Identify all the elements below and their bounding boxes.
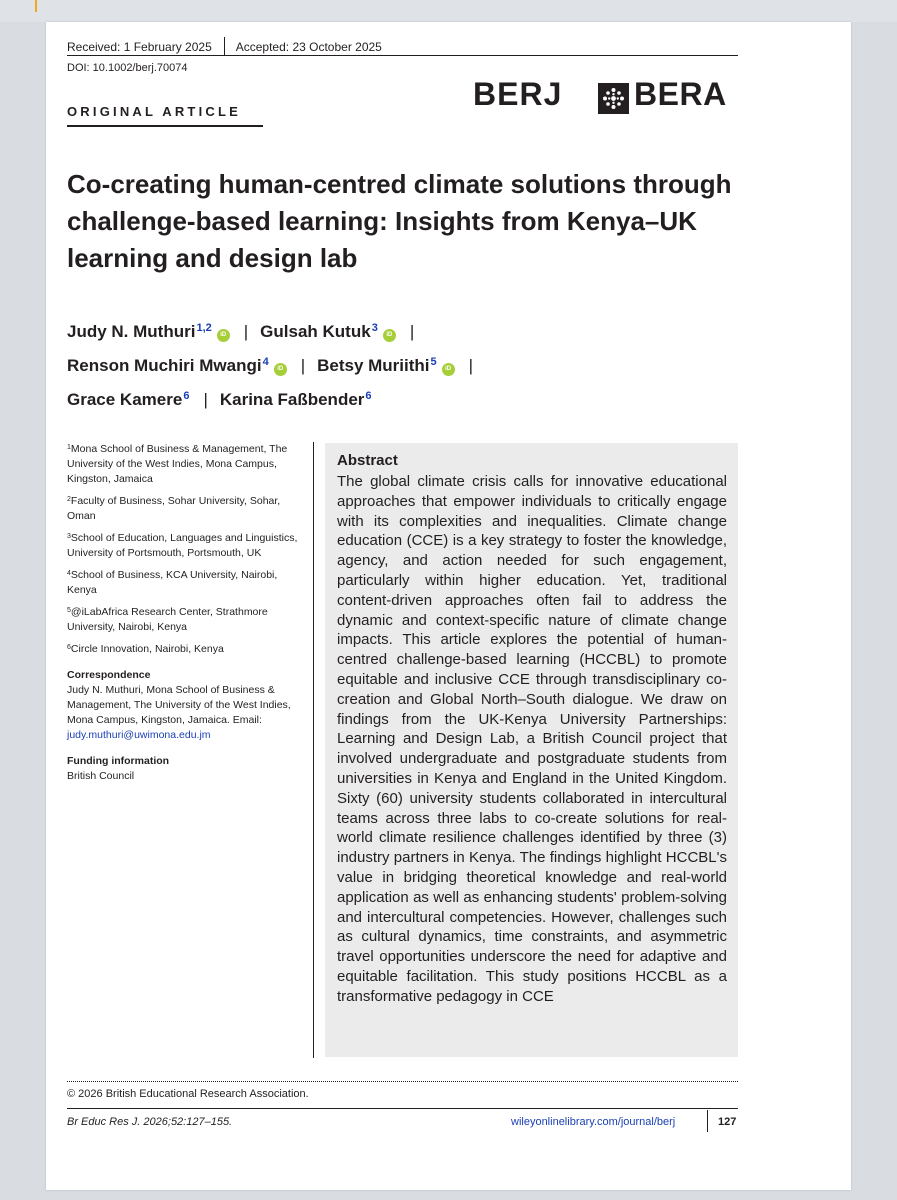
orcid-icon[interactable]: iD: [383, 329, 396, 342]
footer-rule: [67, 1108, 738, 1109]
orcid-icon[interactable]: iD: [274, 363, 287, 376]
author-name[interactable]: Grace Kamere: [67, 390, 183, 409]
affiliation-text: School of Business, KCA University, Nairobi, Kenya: [67, 569, 278, 596]
affiliation: [67, 603, 303, 635]
affiliation-number: 3: [67, 533, 71, 540]
affiliation: [67, 529, 303, 561]
affiliation-text: @iLabAfrica Research Center, Strathmore University, Nairobi, Kenya: [67, 606, 268, 633]
article-type: ORIGINAL ARTICLE: [67, 104, 241, 119]
journal-logo: BERJ: [473, 76, 563, 112]
author-separator: |: [409, 322, 415, 341]
dates-separator: [224, 37, 225, 55]
email-label: Email:: [232, 714, 262, 726]
affiliation-number: 1: [67, 444, 71, 451]
affiliation-text: Mona School of Business & Management, The University of the West Indies, Mona Campus, Kingston, Jamaica: [67, 443, 288, 485]
author-line: [67, 313, 757, 347]
orcid-icon[interactable]: iD: [217, 329, 230, 342]
affiliation-ref[interactable]: 6: [365, 390, 372, 402]
viewer-top-bar: [0, 0, 897, 22]
orcid-icon[interactable]: iD: [442, 363, 455, 376]
doi: DOI: 10.1002/berj.70074: [67, 62, 188, 74]
author-name[interactable]: Gulsah Kutuk: [260, 322, 371, 341]
affiliation: [67, 440, 303, 487]
affiliation: [67, 640, 303, 657]
author-separator: |: [243, 322, 249, 341]
email-link[interactable]: judy.muthuri@uwimona.edu.jm: [67, 729, 211, 741]
affiliation-text: School of Education, Languages and Linguistics, University of Portsmouth, Portsmouth, UK: [67, 532, 298, 559]
accepted-date: Accepted: 23 October 2025: [235, 40, 382, 54]
header-rule: [67, 55, 738, 56]
affiliation-ref[interactable]: 6: [183, 390, 190, 402]
affiliation: [67, 492, 303, 524]
affiliation-number: 5: [67, 607, 71, 614]
footer-dotted-rule: [67, 1081, 738, 1082]
affiliation-text: Circle Innovation, Nairobi, Kenya: [70, 643, 224, 655]
author-separator: |: [300, 356, 306, 375]
article-dates: [67, 37, 382, 55]
funding-text: British Council: [67, 770, 135, 782]
viewer-marker: [35, 0, 37, 12]
affiliation-text: Faculty of Business, Sohar University, Sohar, Oman: [67, 495, 281, 522]
article-title: Co-creating human-centred climate solutions through challenge-based learning: Insights from Kenya–UK learning and design lab: [67, 169, 732, 273]
affiliation-number: 6: [67, 644, 71, 651]
author-separator: |: [468, 356, 474, 375]
affiliation-ref[interactable]: 4: [262, 356, 269, 368]
correspondence-heading: Correspondence: [67, 669, 151, 681]
affiliation-ref[interactable]: 3: [371, 322, 378, 334]
author-name[interactable]: Renson Muchiri Mwangi: [67, 356, 262, 375]
received-date: Received: 1 February 2025: [67, 40, 212, 54]
funding-heading: Funding information: [67, 755, 170, 767]
correspondence-block: [67, 683, 303, 743]
affiliation-number: 2: [67, 496, 71, 503]
abstract-text: The global climate crisis calls for innovative educational approaches that empower individuals to critically engage with its complexities and inequalities. Climate change education (CCE) is a key strategy to foster the knowledge, agency, and action needed for such engagement, particularly within higher education. Yet, traditional content-driven approaches often fail to address the dynamic and context-specific nature of climate change impacts. This article explores the potential of human-centred challenge-based learning (HCCBL) to promote equitable and inclusive CCE through transdisciplinary co-creation and Global North–South dialogue. We draw on findings from the UK-Kenya University Partnerships: Learning and Design Lab, a British Council project that involved undergraduate and postgraduate students from universities in Kenya and England in the United Kingdom. Sixty (60) university students collaborated in intercultural teams across three labs to co-create solutions for real-world climate resilience challenges identified by three (3) industry partners in Kenya. The findings highlight HCCBL's value in bridging theoretical knowledge and real-world application as well as enhancing students' problem-solving and intercultural competencies. However, challenges such as cultural dynamics, time constraints, and asymmetric travel opportunities underscore the need for adaptive and equitable facilitation. This study positions HCCBL as a transformative pedagogy in CCE: [337, 473, 727, 1005]
page-number-separator: [707, 1110, 708, 1132]
affiliation-ref[interactable]: 5: [430, 356, 437, 368]
article-type-underline: [67, 125, 263, 127]
bera-emblem-icon: [598, 83, 629, 114]
copyright: © 2026 British Educational Research Association.: [67, 1088, 309, 1100]
affiliation-ref[interactable]: 1,2: [196, 322, 212, 334]
affiliations-column: [67, 440, 303, 784]
correspondence-text: Judy N. Muthuri, Mona School of Business & Management, The University of the West Indies, Mona Campus, Kingston, Jamaica.: [67, 684, 291, 726]
author-separator: |: [203, 390, 208, 409]
author-name[interactable]: Judy N. Muthuri: [67, 322, 196, 341]
author-name[interactable]: Betsy Muriithi: [317, 356, 430, 375]
column-divider: [313, 442, 314, 1058]
abstract-heading: Abstract: [337, 452, 398, 469]
association-logo: BERA: [634, 76, 727, 112]
page-number: 127: [718, 1116, 737, 1128]
author-line: [67, 347, 757, 381]
author-line: [67, 381, 757, 415]
affiliation-number: 4: [67, 570, 71, 577]
journal-citation: Br Educ Res J. 2026;52:127–155.: [67, 1116, 233, 1128]
journal-link[interactable]: wileyonlinelibrary.com/journal/berj: [511, 1116, 676, 1128]
affiliation: [67, 566, 303, 598]
author-list: [67, 313, 757, 415]
author-name[interactable]: Karina Faßbender: [219, 390, 365, 409]
